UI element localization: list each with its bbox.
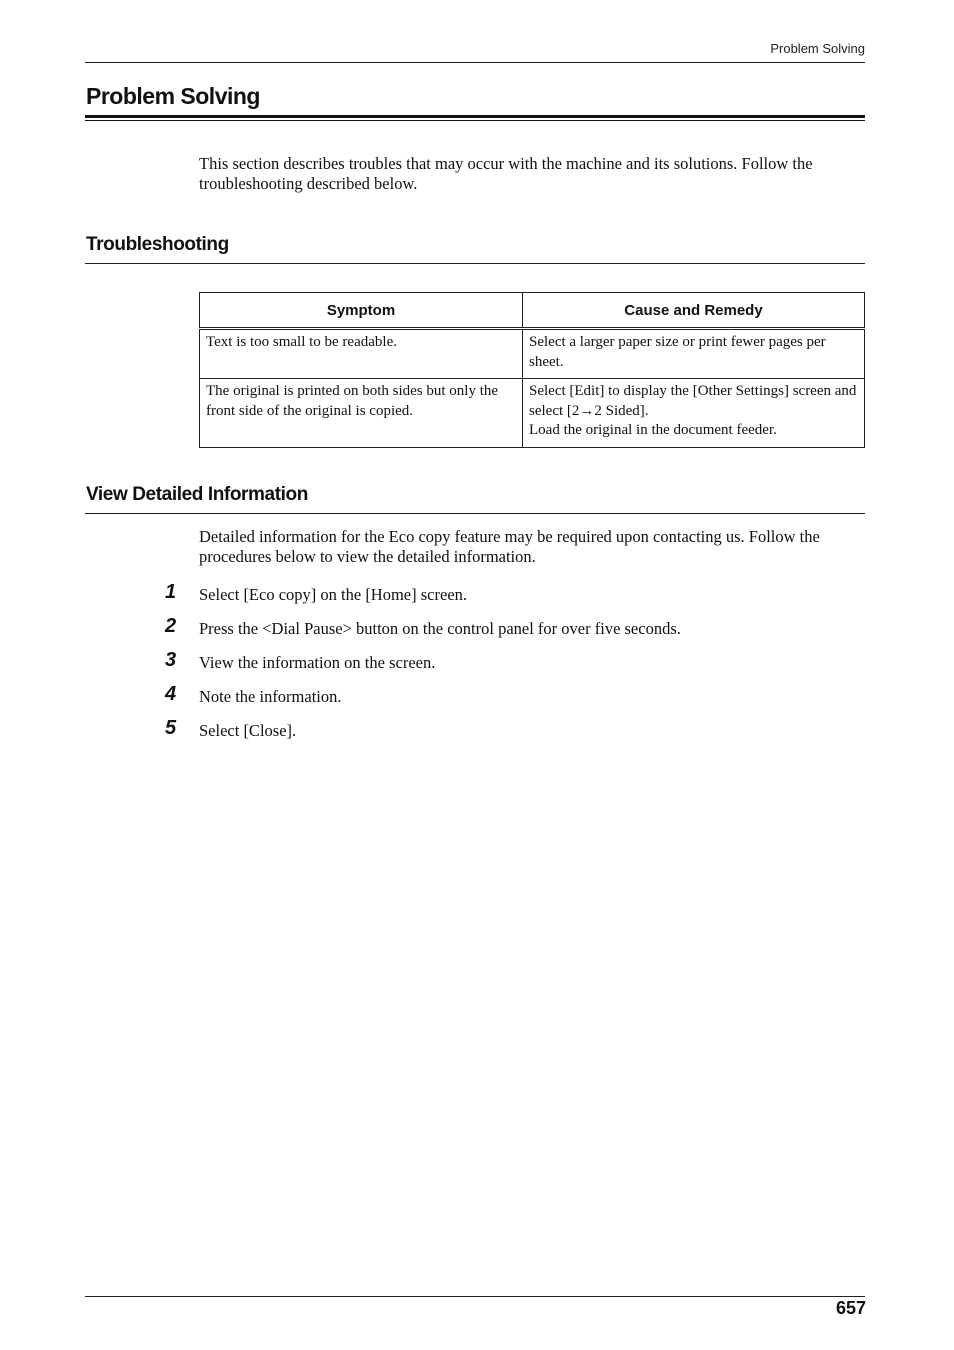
footer-rule <box>85 1296 865 1297</box>
step-text: View the information on the screen. <box>199 653 436 672</box>
table-row <box>200 329 865 379</box>
list-item <box>165 683 681 717</box>
table-row <box>200 379 865 448</box>
column-header-symptom: Symptom <box>200 293 523 329</box>
page-title: Problem Solving <box>86 83 260 109</box>
troubleshooting-heading: Troubleshooting <box>86 234 229 255</box>
step-number: 1 <box>165 581 177 603</box>
list-item <box>165 649 681 683</box>
step-number: 4 <box>165 683 177 705</box>
view-detailed-intro: Detailed information for the Eco copy feature may be required upon contacting us. Follow the procedures below to view the detailed information. <box>199 527 820 566</box>
step-text: Press the <Dial Pause> button on the control panel for over five seconds. <box>199 619 681 638</box>
step-number: 2 <box>165 615 177 637</box>
troubleshooting-table <box>199 292 865 448</box>
list-item <box>165 581 681 615</box>
intro-paragraph: This section describes troubles that may occur with the machine and its solutions. Follow the troubleshooting described below. <box>199 154 813 193</box>
symptom-cell: The original is printed on both sides but only the front side of the original is copied. <box>200 379 523 448</box>
symptom-cell: Text is too small to be readable. <box>200 329 523 379</box>
remedy-cell <box>523 379 865 448</box>
header-rule <box>85 62 865 63</box>
remedy-line: Load the original in the document feeder. <box>529 422 777 438</box>
view-detailed-heading: View Detailed Information <box>86 484 308 505</box>
remedy-line: Select [Edit] to display the [Other Settings] screen and select [2→2 Sided]. <box>529 383 857 419</box>
page-number: 657 <box>835 1298 866 1318</box>
list-item <box>165 615 681 649</box>
step-number: 3 <box>165 649 177 671</box>
troubleshooting-rule <box>85 263 865 264</box>
column-header-cause-remedy: Cause and Remedy <box>523 293 865 329</box>
title-rule <box>85 115 865 121</box>
step-text: Select [Close]. <box>199 721 297 740</box>
remedy-cell <box>523 329 865 379</box>
procedure-steps <box>165 581 681 751</box>
table-header-row <box>200 293 865 329</box>
step-number: 5 <box>165 717 177 739</box>
step-text: Note the information. <box>199 687 342 706</box>
view-detailed-rule <box>85 513 865 514</box>
list-item <box>165 717 681 751</box>
remedy-line: Select a larger paper size or print fewer pages per sheet. <box>529 334 826 370</box>
step-text: Select [Eco copy] on the [Home] screen. <box>199 585 468 604</box>
running-head: Problem Solving <box>770 41 865 56</box>
